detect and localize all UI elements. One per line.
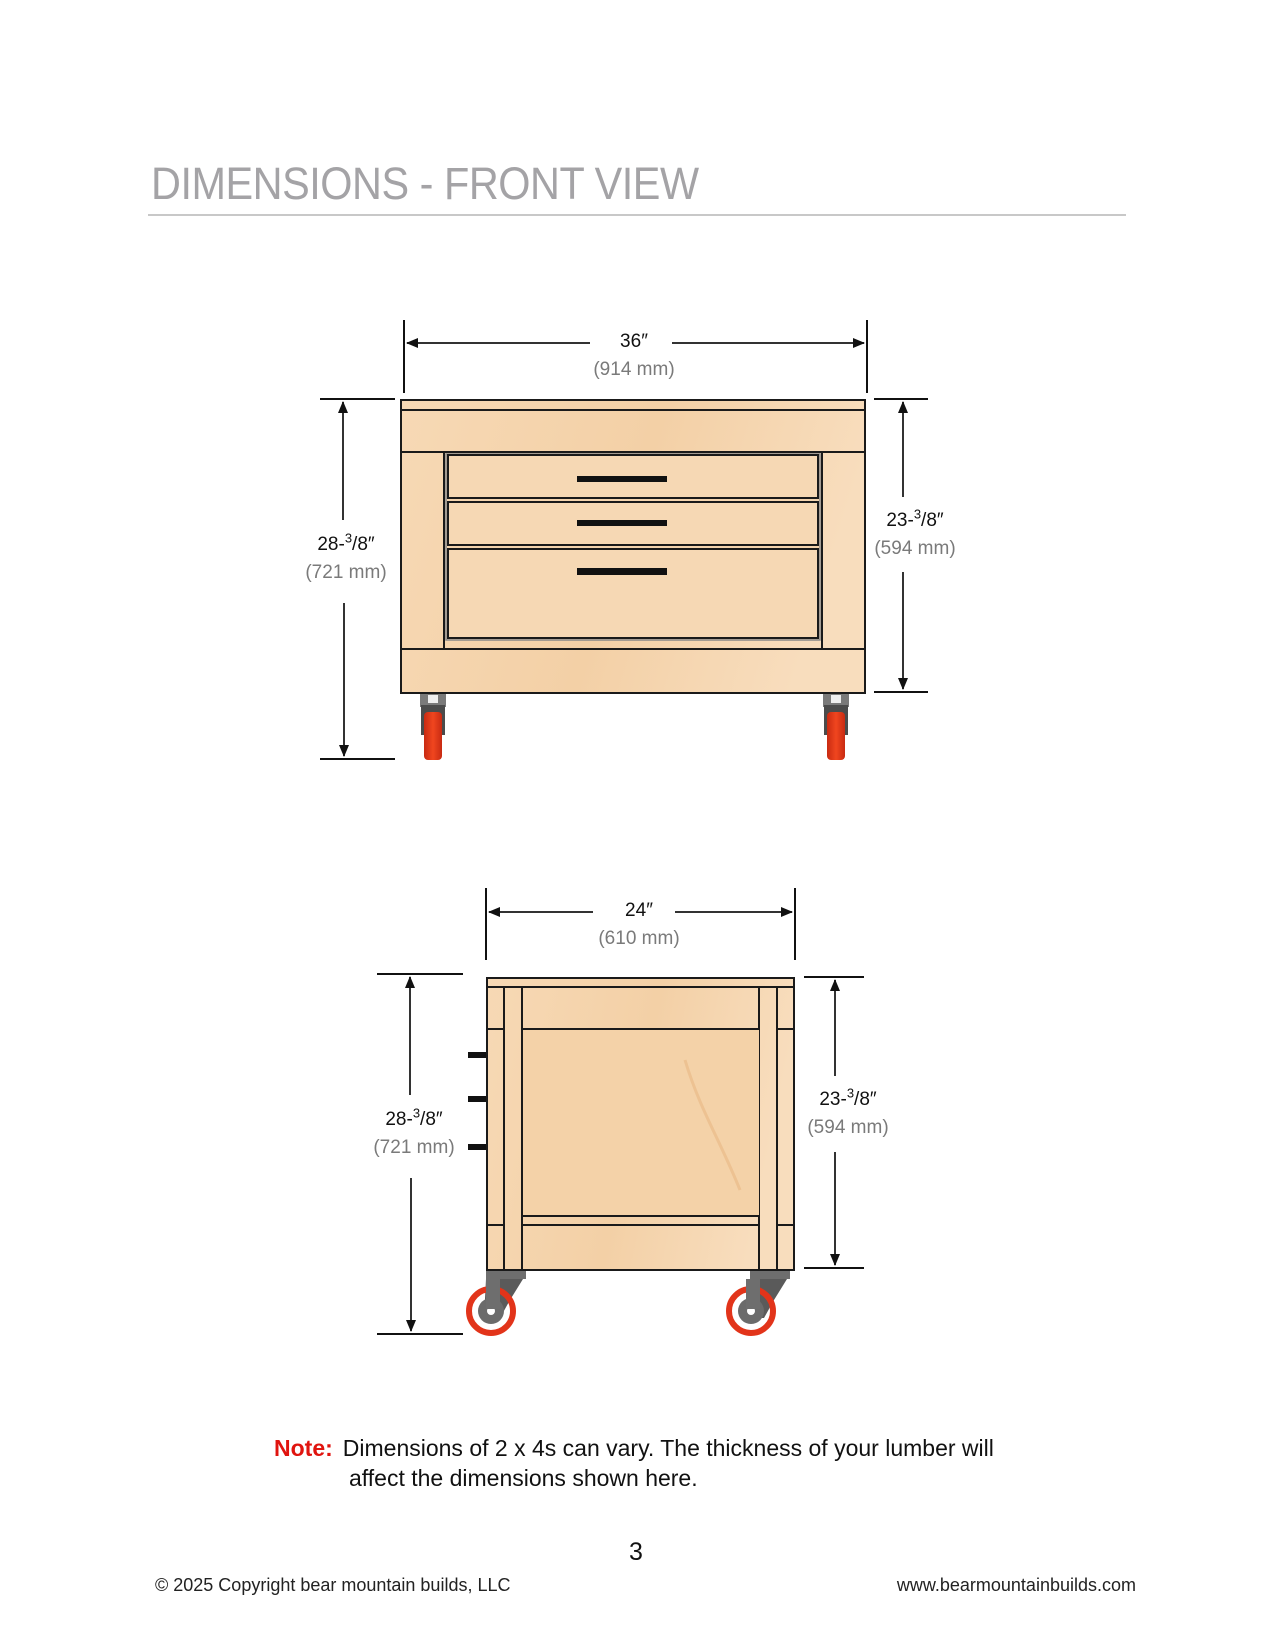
note-line-2: affect the dimensions shown here. [349, 1465, 698, 1491]
drawer-2 [448, 502, 818, 545]
note-line-1: Dimensions of 2 x 4s can vary. The thickness of your lumber will [342, 1435, 994, 1461]
side-cabinet-height-imperial [819, 1086, 877, 1111]
caster-side-left [469, 1269, 526, 1333]
caster-front-left [420, 693, 446, 760]
whole: 28- [317, 534, 345, 556]
whole: 28- [385, 1109, 413, 1131]
side-cabinet-height-label [807, 1086, 888, 1139]
front-view-drawing [320, 320, 928, 760]
side-cabinet-height-metric: (594 mm) [807, 1117, 889, 1139]
note-label: Note: [274, 1435, 333, 1461]
frac-den: /8″ [420, 1109, 443, 1131]
footer-copyright: © 2025 Copyright bear mountain builds, LLC [155, 1575, 511, 1595]
side-depth-label [598, 900, 679, 950]
frac-den: /8″ [352, 534, 375, 556]
drawer-3 [448, 549, 818, 638]
frac-num: 3 [913, 507, 922, 522]
frac-den: /8″ [921, 510, 944, 532]
whole: 23- [819, 1089, 847, 1111]
front-cabinet-height-metric: (594 mm) [874, 538, 956, 560]
side-depth-imperial: 24″ [625, 900, 653, 921]
front-width-label [593, 331, 674, 381]
side-depth-metric: (610 mm) [598, 928, 680, 949]
front-overall-height-imperial [317, 531, 375, 556]
drawer-1 [448, 455, 818, 498]
frac-num: 3 [412, 1106, 421, 1121]
side-overall-height-imperial [385, 1106, 443, 1131]
front-overall-height-metric: (721 mm) [305, 562, 387, 584]
front-overall-height-label [305, 531, 386, 584]
whole: 23- [886, 510, 914, 532]
side-overall-height-metric: (721 mm) [373, 1137, 455, 1159]
side-overall-height-label [373, 1106, 454, 1159]
frac-num: 3 [344, 531, 353, 546]
frac-den: /8″ [854, 1089, 877, 1111]
footer-website-link[interactable]: www.bearmountainbuilds.com [896, 1575, 1136, 1595]
caster-front-right [823, 693, 849, 760]
front-width-metric: (914 mm) [593, 359, 675, 380]
front-cabinet-height-label [874, 507, 955, 560]
page-title: DIMENSIONS - FRONT VIEW [151, 158, 699, 209]
lumber-note [274, 1433, 994, 1493]
caster-side-right [729, 1269, 790, 1333]
frac-num: 3 [846, 1086, 855, 1101]
front-width-imperial: 36″ [620, 331, 648, 352]
front-cabinet-height-imperial [886, 507, 944, 532]
page-number: 3 [629, 1538, 643, 1566]
